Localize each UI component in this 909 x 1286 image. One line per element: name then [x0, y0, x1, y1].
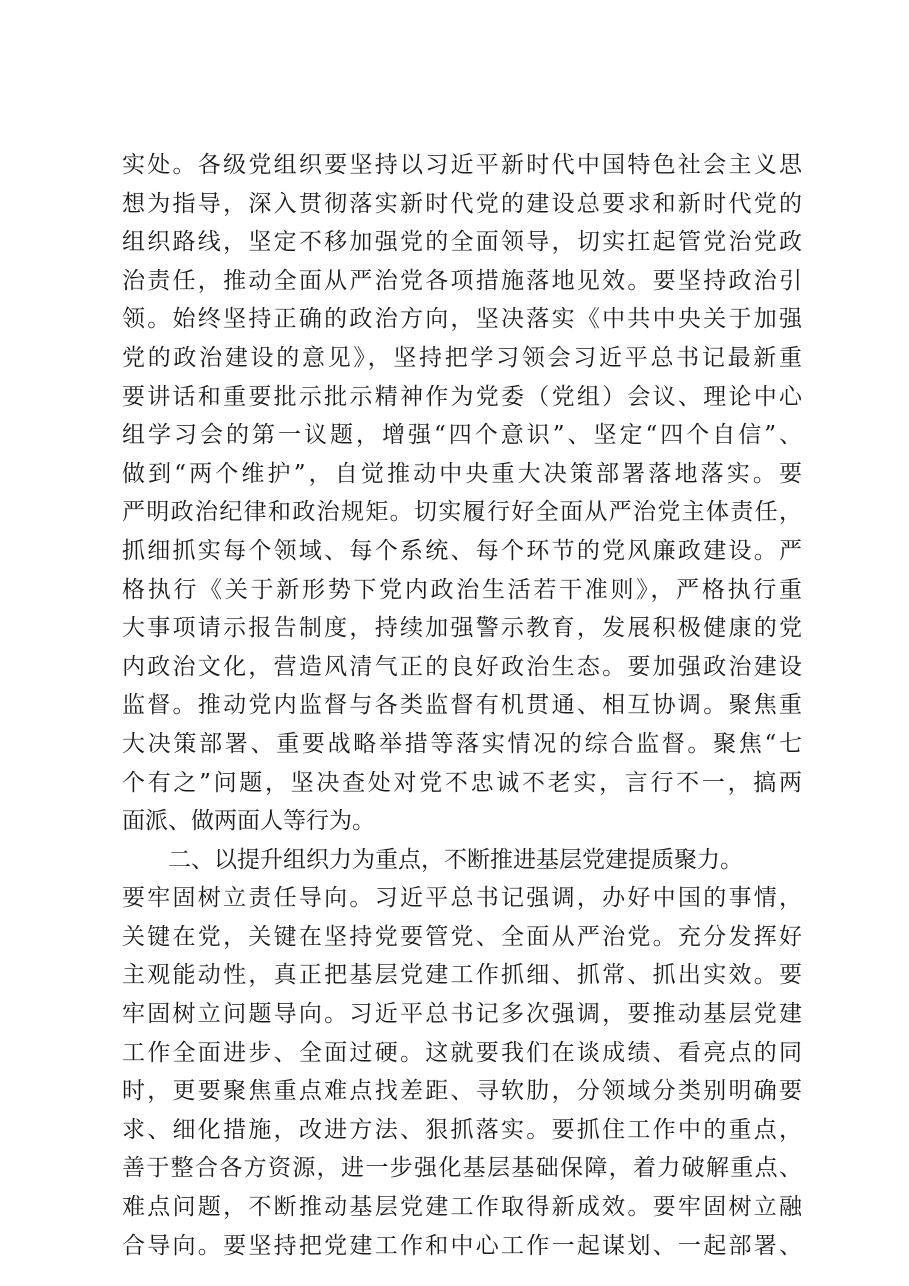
- text-line: 组织路线，坚定不移加强党的全面领导，切实扛起管党治党政: [122, 229, 802, 256]
- text-line: 工作全面进步、全面过硬。这就要我们在谈成绩、看亮点的同: [122, 1039, 802, 1066]
- text-line: 要讲话和重要批示批示精神作为党委（党组）会议、理论中心: [122, 383, 802, 410]
- text-line: 领。始终坚持正确的政治方向，坚决落实《中共中央关于加强: [122, 306, 802, 333]
- text-line: 个有之”问题，坚决查处对党不忠诚不老实，言行不一，搞两: [122, 769, 802, 796]
- text-line: 监督。推动党内监督与各类监督有机贯通、相互协调。聚焦重: [122, 692, 802, 719]
- text-line: 合导向。要坚持把党建工作和中心工作一起谋划、一起部署、: [122, 1232, 802, 1259]
- text-line: 做到“两个维护”，自觉推动中央重大决策部署落地落实。要: [122, 460, 802, 487]
- body-text: [122, 146, 802, 1265]
- text-line: 党的政治建设的意见》，坚持把学习领会习近平总书记最新重: [122, 344, 802, 371]
- text-line: 主观能动性，真正把基层党建工作抓细、抓常、抓出实效。要: [122, 962, 802, 989]
- text-line: 善于整合各方资源，进一步强化基层基础保障，着力破解重点、: [122, 1155, 802, 1182]
- text-line: 面派、做两面人等行为。: [122, 808, 375, 835]
- text-line: 想为指导，深入贯彻落实新时代党的建设总要求和新时代党的: [122, 190, 802, 217]
- text-line: 牢固树立问题导向。习近平总书记多次强调，要推动基层党建: [122, 1001, 802, 1028]
- text-line: 关键在党，关键在坚持党要管党、全面从严治党。充分发挥好: [122, 923, 802, 950]
- paragraph-first-line: 二、以提升组织力为重点，不断推进基层党建提质聚力。: [168, 846, 743, 873]
- text-line: 要牢固树立责任导向。习近平总书记强调，办好中国的事情，: [122, 885, 802, 912]
- text-line: 治责任，推动全面从严治党各项措施落地见效。要坚持政治引: [122, 267, 802, 294]
- text-line: 格执行《关于新形势下党内政治生活若干准则》，严格执行重: [122, 576, 802, 603]
- text-line: 实处。各级党组织要坚持以习近平新时代中国特色社会主义思: [122, 152, 802, 178]
- text-line: 严明政治纪律和政治规矩。切实履行好全面从严治党主体责任，: [122, 499, 802, 526]
- text-line: 大事项请示报告制度，持续加强警示教育，发展积极健康的党: [122, 615, 802, 642]
- text-line: 时，更要聚焦重点难点找差距、寻软肋，分领域分类别明确要: [122, 1078, 802, 1105]
- text-line: 抓细抓实每个领域、每个系统、每个环节的党风廉政建设。严: [122, 537, 802, 564]
- text-line: 大决策部署、重要战略举措等落实情况的综合监督。聚焦“七: [122, 730, 802, 757]
- text-line: 求、细化措施，改进方法、狠抓落实。要抓住工作中的重点，: [122, 1116, 802, 1143]
- text-line: 组学习会的第一议题，增强“四个意识”、坚定“四个自信”、: [122, 422, 802, 449]
- text-line: 内政治文化，营造风清气正的良好政治生态。要加强政治建设: [122, 653, 802, 680]
- text-line: 难点问题，不断推动基层党建工作取得新成效。要牢固树立融: [122, 1194, 802, 1221]
